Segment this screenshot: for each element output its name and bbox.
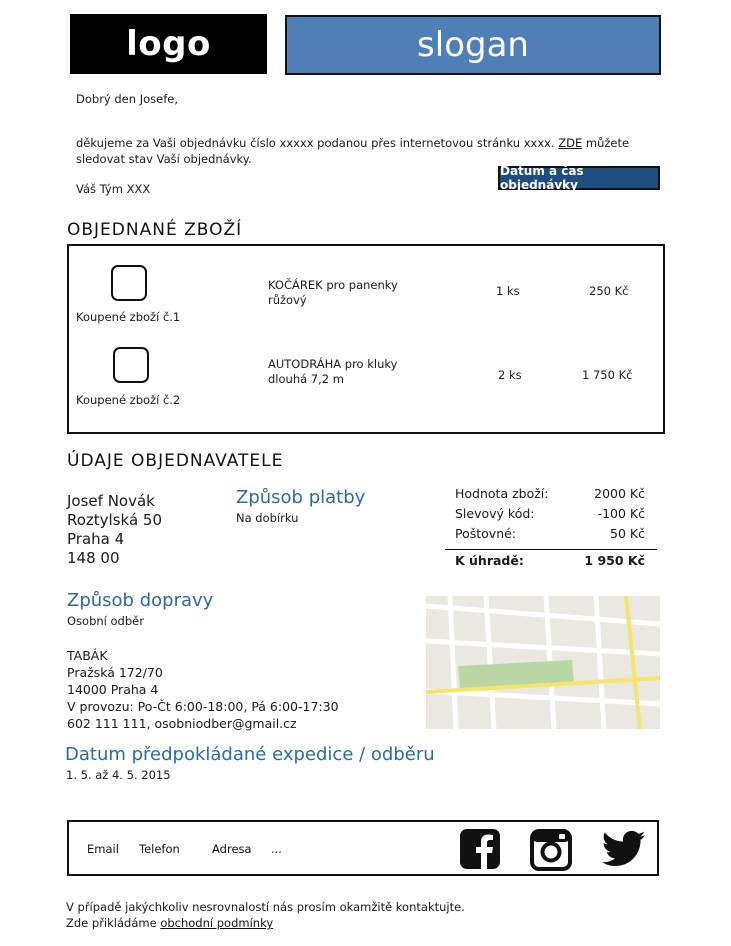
order-summary bbox=[445, 486, 657, 570]
summary-value-shipping: 50 Kč bbox=[610, 526, 645, 541]
customer-name: Josef Novák bbox=[67, 492, 155, 510]
summary-value-goods: 2000 Kč bbox=[594, 486, 645, 501]
summary-row-discount bbox=[445, 506, 657, 526]
summary-row-total bbox=[445, 550, 657, 570]
pickup-place-street: Pražská 172/70 bbox=[67, 665, 163, 680]
logo[interactable] bbox=[70, 14, 267, 74]
greeting-line1-end: můžete bbox=[585, 136, 630, 150]
item-1-name-line2: růžový bbox=[268, 293, 307, 307]
footer-link-email[interactable]: Email bbox=[87, 842, 119, 856]
item-2-name bbox=[268, 357, 397, 387]
item-2-qty: 2 ks bbox=[498, 368, 522, 382]
summary-total-label: K úhradě: bbox=[455, 553, 524, 568]
item-2-checkbox[interactable] bbox=[113, 347, 149, 383]
ordered-goods-title: OBJEDNANÉ ZBOŽÍ bbox=[67, 220, 243, 240]
slogan-banner bbox=[285, 15, 661, 75]
footer-link-address[interactable]: Adresa bbox=[212, 842, 252, 856]
footer-bar bbox=[67, 820, 659, 876]
pickup-place bbox=[67, 647, 339, 732]
item-1-price: 250 Kč bbox=[589, 284, 629, 298]
greeting-message bbox=[76, 135, 666, 167]
greeting-line2: sledovat stav Vaší objednávky. bbox=[76, 152, 252, 166]
bottom-note-line2 bbox=[66, 915, 273, 931]
pickup-place-contact: 602 111 111, osobniodber@gmail.cz bbox=[67, 716, 297, 731]
map-side-road bbox=[626, 596, 640, 729]
item-1-name bbox=[268, 278, 398, 308]
item-1-caption: Koupené zboží č.1 bbox=[76, 310, 181, 324]
item-2-caption: Koupené zboží č.2 bbox=[76, 393, 181, 407]
expedition-title: Datum předpokládané expedice / odběru bbox=[65, 744, 435, 765]
payment-title: Způsob platby bbox=[236, 487, 366, 508]
terms-link[interactable]: obchodní podmínky bbox=[160, 916, 274, 930]
summary-label-goods: Hodnota zboží: bbox=[455, 486, 549, 501]
pickup-place-hours: V provozu: Po-Čt 6:00-18:00, Pá 6:00-17:30 bbox=[67, 699, 339, 714]
bottom-note-line2-text: Zde přikládáme bbox=[66, 916, 157, 930]
item-1-qty: 1 ks bbox=[496, 284, 520, 298]
summary-label-discount: Slevový kód: bbox=[455, 506, 535, 521]
payment-value: Na dobírku bbox=[236, 511, 299, 525]
summary-value-discount: -100 Kč bbox=[597, 506, 645, 521]
instagram-icon[interactable] bbox=[530, 829, 572, 871]
item-1-checkbox[interactable] bbox=[111, 265, 147, 301]
slogan-text: slogan bbox=[417, 25, 529, 65]
delivery-title: Způsob dopravy bbox=[67, 590, 214, 611]
item-1-name-line1: KOČÁREK pro panenky bbox=[268, 278, 398, 292]
order-datetime-button[interactable] bbox=[498, 166, 660, 190]
summary-row-shipping bbox=[445, 526, 657, 546]
greeting-line1: děkujeme za Vaši objednávku číslo xxxxx podanou přes internetovou stránku xxxx. bbox=[76, 136, 555, 150]
greeting-hello: Dobrý den Josefe, bbox=[76, 92, 178, 106]
signature: Váš Tým XXX bbox=[76, 182, 151, 196]
summary-label-shipping: Poštovné: bbox=[455, 526, 517, 541]
delivery-value: Osobní odběr bbox=[67, 614, 144, 628]
order-status-link[interactable]: ZDE bbox=[558, 136, 583, 150]
facebook-icon[interactable] bbox=[459, 828, 501, 870]
item-2-price: 1 750 Kč bbox=[582, 368, 633, 382]
customer-street: Roztylská 50 bbox=[67, 511, 163, 529]
footer-link-more[interactable]: ... bbox=[271, 842, 282, 856]
logo-text: logo bbox=[126, 24, 211, 64]
item-2-name-line1: AUTODRÁHA pro kluky bbox=[268, 357, 398, 371]
customer-zip: 148 00 bbox=[67, 549, 120, 567]
map-graphic bbox=[426, 596, 660, 729]
summary-total-value: 1 950 Kč bbox=[584, 553, 645, 568]
pickup-place-name: TABÁK bbox=[67, 648, 108, 663]
order-datetime-button-label: Datum a čas objednávky bbox=[500, 164, 584, 192]
item-2-name-line2: dlouhá 7,2 m bbox=[268, 372, 344, 386]
summary-row-goods bbox=[445, 486, 657, 506]
customer-title: ÚDAJE OBJEDNAVATELE bbox=[67, 451, 284, 471]
twitter-icon[interactable] bbox=[602, 830, 646, 868]
bottom-note-line1: V případě jakýchkoliv nesrovnalostí nás prosím okamžitě kontaktujte. bbox=[66, 900, 465, 914]
footer-link-phone[interactable]: Telefon bbox=[139, 842, 180, 856]
expedition-value: 1. 5. až 4. 5. 2015 bbox=[66, 768, 171, 782]
customer-city: Praha 4 bbox=[67, 530, 125, 548]
pickup-map[interactable] bbox=[426, 596, 660, 729]
customer-address bbox=[67, 492, 162, 568]
pickup-place-city: 14000 Praha 4 bbox=[67, 682, 159, 697]
ordered-goods-box bbox=[67, 244, 665, 434]
